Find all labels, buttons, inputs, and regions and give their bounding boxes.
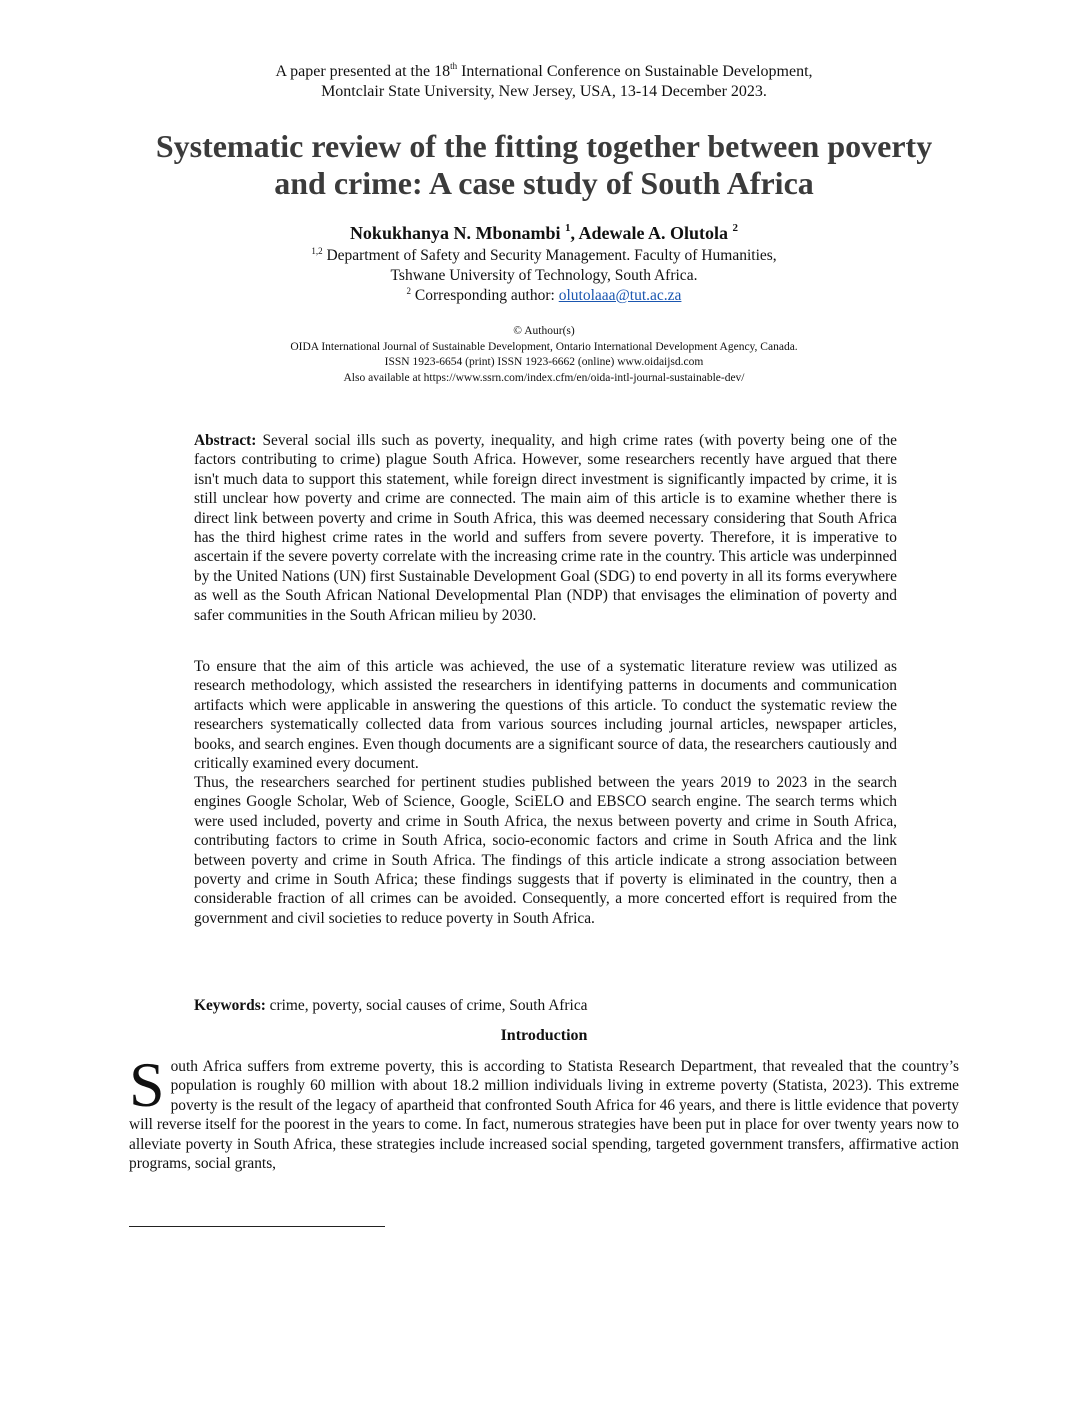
affiliation-mark: 1,2 — [311, 246, 323, 256]
copyright-block — [0, 324, 1088, 386]
introduction-paragraph — [129, 1049, 959, 1173]
corresponding-author — [0, 286, 1088, 306]
drop-cap: S — [129, 1049, 165, 1120]
introduction-text: outh Africa suffers from extreme poverty, this is according to Statista Research Department, that revealed that the country’s population is roughly 60 million with about 18.2 million individuals living in extreme poverty (Statista, 2023). This extreme poverty is the result of the legacy of apartheid that confronted South Africa for 46 years, and there is little evidence that poverty will reverse itself for the poorest in the years to come. In fact, numerous strategies have been put in place for over twenty years now to alleviate poverty in South Africa, these strategies include increased social spending, targeted government transfers, affirmative action programs, social grants, — [129, 1058, 959, 1173]
abstract-paragraph — [194, 431, 897, 625]
title-line-2: and crime: A case study of South Africa — [274, 165, 814, 201]
ordinal-superscript: th — [450, 61, 458, 71]
journal-line: OIDA International Journal of Sustainable Development, Ontario International Development Agency, Canada. — [290, 340, 798, 353]
keywords — [194, 996, 897, 1015]
copyright-line: © Authour(s) — [513, 325, 575, 337]
affiliation-line-2: Tshwane University of Technology, South Africa. — [390, 267, 698, 284]
corresponding-mark: 2 — [406, 286, 412, 296]
affiliation — [0, 246, 1088, 306]
abstract-paragraph-3: Thus, the researchers searched for pertinent studies published between the years 2019 to 2023 in the search engines Google Scholar, Web of Science, Google, SciELO and EBSCO search engine. The search terms which were used included, poverty and crime in South Africa, the nexus between poverty and crime in South Africa, contributing factors to crime in South Africa, socio-economic factors and crime in South Africa and the link between poverty and crime in South Africa. The findings of this article indicate a strong association between poverty and crime in South Africa; these findings suggests that if poverty is eliminated in the country, then a considerable fraction of all crimes can be avoided. Consequently, a more concerted effort is required from the government and civil societies to reduce poverty in South Africa. — [194, 774, 897, 927]
keywords-text: crime, poverty, social causes of crime, South Africa — [265, 997, 588, 1014]
conference-note — [0, 62, 1088, 102]
abstract-label: Abstract: — [194, 432, 257, 449]
author-2: Adewale A. Olutola — [578, 223, 729, 243]
abstract-paragraph-2: To ensure that the aim of this article was achieved, the use of a systematic literature review was utilized as research methodology, which assisted the researchers in identifying patterns in documents and communication artifacts which were applicable in answering the questions of this article. To conduct the systematic review the researchers systematically collected data from various sources including journal articles, newspaper articles, books, and search engines. Even though documents are a significant source of data, the researchers cautiously and critically examined every document. — [194, 658, 897, 773]
paper-title — [0, 128, 1088, 202]
affiliation-line-1 — [0, 246, 1088, 266]
corresponding-email-link[interactable]: olutolaaa@tut.ac.za — [558, 287, 682, 304]
conference-line-1 — [0, 62, 1088, 82]
availability-line: Also available at https://www.ssrn.com/index.cfm/en/oida-intl-journal-sustainable-dev/ — [343, 371, 745, 384]
authors — [0, 222, 1088, 244]
issn-line: ISSN 1923-6654 (print) ISSN 1923-6662 (online) www.oidaijsd.com — [384, 356, 704, 368]
keywords-label: Keywords: — [194, 997, 266, 1014]
conference-text: International Conference on Sustainable Development, — [457, 63, 813, 80]
affiliation-text: Department of Safety and Security Management. Faculty of Humanities, — [322, 247, 777, 264]
footnote-separator — [129, 1226, 385, 1227]
section-heading-introduction: Introduction — [500, 1027, 588, 1044]
abstract-text: Several social ills such as poverty, inequality, and high crime rates (with poverty being one of the factors contributing to crime) plague South Africa. However, some researchers recently have argued that there isn't much data to support this statement, while foreign direct investment is significantly impacted by crime, it is still unclear how poverty and crime are connected. The main aim of this article is to examine whether there is direct link between poverty and crime in South Africa, this was deemed necessary considering that South Africa has the third highest crime rates in the world and suffers from severe poverty. Therefore, it is imperative to ascertain if the severe poverty correlate with the increasing crime rate in the country. This article was underpinned by the United Nations (UN) first Sustainable Development Goal (SDG) to end poverty in all its forms everywhere as well as the South African National Developmental Plan (NDP) that envisages the elimination of poverty and safer communities in the South African milieu by 2030. — [194, 432, 897, 624]
author-2-affiliation-mark: 2 — [732, 222, 739, 234]
title-line-1: Systematic review of the fitting together between poverty — [155, 128, 933, 164]
author-1: Nokukhanya N. Mbonambi — [349, 223, 561, 243]
author-1-affiliation-mark: 1 — [565, 222, 571, 234]
conference-line-2: Montclair State University, New Jersey, USA, 13-14 December 2023. — [321, 83, 767, 100]
author-separator: , — [570, 223, 579, 243]
conference-text: A paper presented at the 18 — [275, 63, 451, 80]
corresponding-label: Corresponding author: — [411, 287, 559, 304]
